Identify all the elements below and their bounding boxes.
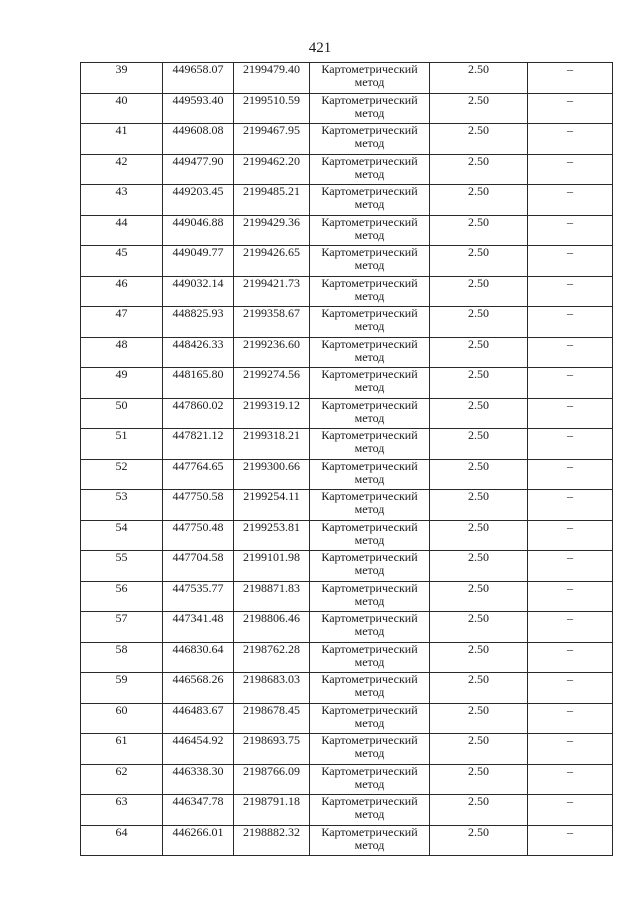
page-number: 421 (308, 40, 332, 56)
table-row (81, 368, 613, 399)
accuracy-cell: 2.50 (430, 734, 528, 765)
y-coordinate-cell: 2199467.95 (234, 124, 310, 155)
accuracy-cell: 2.50 (430, 459, 528, 490)
note-cell: – (528, 551, 613, 582)
note-cell: – (528, 459, 613, 490)
accuracy-cell: 2.50 (430, 490, 528, 521)
table-row (81, 612, 613, 643)
table-row (81, 246, 613, 277)
accuracy-cell: 2.50 (430, 215, 528, 246)
point-number-cell: 46 (81, 276, 163, 307)
note-cell: – (528, 63, 613, 94)
x-coordinate-cell: 447750.58 (163, 490, 234, 521)
point-number-cell: 44 (81, 215, 163, 246)
method-cell: Картометрический метод (310, 337, 430, 368)
y-coordinate-cell: 2198683.03 (234, 673, 310, 704)
accuracy-cell: 2.50 (430, 520, 528, 551)
method-cell: Картометрический метод (310, 703, 430, 734)
x-coordinate-cell: 446568.26 (163, 673, 234, 704)
point-number-cell: 50 (81, 398, 163, 429)
note-cell: – (528, 490, 613, 521)
x-coordinate-cell: 449477.90 (163, 154, 234, 185)
y-coordinate-cell: 2199358.67 (234, 307, 310, 338)
accuracy-cell: 2.50 (430, 63, 528, 94)
table-row (81, 520, 613, 551)
note-cell: – (528, 703, 613, 734)
method-cell: Картометрический метод (310, 764, 430, 795)
accuracy-cell: 2.50 (430, 337, 528, 368)
table-row (81, 551, 613, 582)
note-cell: – (528, 764, 613, 795)
y-coordinate-cell: 2199462.20 (234, 154, 310, 185)
y-coordinate-cell: 2198762.28 (234, 642, 310, 673)
x-coordinate-cell: 448165.80 (163, 368, 234, 399)
y-coordinate-cell: 2198678.45 (234, 703, 310, 734)
method-cell: Картометрический метод (310, 307, 430, 338)
y-coordinate-cell: 2198693.75 (234, 734, 310, 765)
point-number-cell: 61 (81, 734, 163, 765)
point-number-cell: 60 (81, 703, 163, 734)
accuracy-cell: 2.50 (430, 795, 528, 826)
x-coordinate-cell: 446454.92 (163, 734, 234, 765)
y-coordinate-cell: 2198871.83 (234, 581, 310, 612)
accuracy-cell: 2.50 (430, 825, 528, 856)
table-row (81, 93, 613, 124)
note-cell: – (528, 368, 613, 399)
table-row (81, 154, 613, 185)
table-row (81, 795, 613, 826)
accuracy-cell: 2.50 (430, 93, 528, 124)
note-cell: – (528, 185, 613, 216)
y-coordinate-cell: 2199253.81 (234, 520, 310, 551)
table-row (81, 459, 613, 490)
point-number-cell: 52 (81, 459, 163, 490)
y-coordinate-cell: 2199479.40 (234, 63, 310, 94)
method-cell: Картометрический метод (310, 734, 430, 765)
method-cell: Картометрический метод (310, 520, 430, 551)
method-cell: Картометрический метод (310, 581, 430, 612)
point-number-cell: 49 (81, 368, 163, 399)
table-row (81, 276, 613, 307)
method-cell: Картометрический метод (310, 642, 430, 673)
method-cell: Картометрический метод (310, 673, 430, 704)
y-coordinate-cell: 2199421.73 (234, 276, 310, 307)
x-coordinate-cell: 447341.48 (163, 612, 234, 643)
accuracy-cell: 2.50 (430, 764, 528, 795)
point-number-cell: 41 (81, 124, 163, 155)
point-number-cell: 42 (81, 154, 163, 185)
table-row (81, 673, 613, 704)
method-cell: Картометрический метод (310, 825, 430, 856)
note-cell: – (528, 124, 613, 155)
note-cell: – (528, 429, 613, 460)
table-row (81, 490, 613, 521)
accuracy-cell: 2.50 (430, 673, 528, 704)
x-coordinate-cell: 449593.40 (163, 93, 234, 124)
method-cell: Картометрический метод (310, 795, 430, 826)
point-number-cell: 57 (81, 612, 163, 643)
x-coordinate-cell: 446266.01 (163, 825, 234, 856)
table-row (81, 63, 613, 94)
x-coordinate-cell: 447535.77 (163, 581, 234, 612)
y-coordinate-cell: 2199300.66 (234, 459, 310, 490)
point-number-cell: 64 (81, 825, 163, 856)
y-coordinate-cell: 2198791.18 (234, 795, 310, 826)
x-coordinate-cell: 447860.02 (163, 398, 234, 429)
note-cell: – (528, 246, 613, 277)
table-row (81, 215, 613, 246)
point-number-cell: 53 (81, 490, 163, 521)
note-cell: – (528, 276, 613, 307)
method-cell: Картометрический метод (310, 276, 430, 307)
x-coordinate-cell: 446338.30 (163, 764, 234, 795)
coordinates-table (80, 62, 613, 856)
method-cell: Картометрический метод (310, 459, 430, 490)
x-coordinate-cell: 448426.33 (163, 337, 234, 368)
y-coordinate-cell: 2198766.09 (234, 764, 310, 795)
point-number-cell: 51 (81, 429, 163, 460)
y-coordinate-cell: 2199254.11 (234, 490, 310, 521)
table-row (81, 429, 613, 460)
y-coordinate-cell: 2199485.21 (234, 185, 310, 216)
y-coordinate-cell: 2198806.46 (234, 612, 310, 643)
method-cell: Картометрический метод (310, 398, 430, 429)
x-coordinate-cell: 446830.64 (163, 642, 234, 673)
table-row (81, 734, 613, 765)
method-cell: Картометрический метод (310, 185, 430, 216)
note-cell: – (528, 795, 613, 826)
table-row (81, 764, 613, 795)
accuracy-cell: 2.50 (430, 185, 528, 216)
accuracy-cell: 2.50 (430, 398, 528, 429)
accuracy-cell: 2.50 (430, 246, 528, 277)
x-coordinate-cell: 447750.48 (163, 520, 234, 551)
accuracy-cell: 2.50 (430, 612, 528, 643)
method-cell: Картометрический метод (310, 154, 430, 185)
y-coordinate-cell: 2199101.98 (234, 551, 310, 582)
accuracy-cell: 2.50 (430, 551, 528, 582)
note-cell: – (528, 93, 613, 124)
x-coordinate-cell: 449658.07 (163, 63, 234, 94)
method-cell: Картометрический метод (310, 124, 430, 155)
x-coordinate-cell: 449608.08 (163, 124, 234, 155)
point-number-cell: 48 (81, 337, 163, 368)
accuracy-cell: 2.50 (430, 429, 528, 460)
accuracy-cell: 2.50 (430, 703, 528, 734)
y-coordinate-cell: 2199429.36 (234, 215, 310, 246)
point-number-cell: 56 (81, 581, 163, 612)
x-coordinate-cell: 449203.45 (163, 185, 234, 216)
point-number-cell: 62 (81, 764, 163, 795)
point-number-cell: 58 (81, 642, 163, 673)
note-cell: – (528, 825, 613, 856)
point-number-cell: 54 (81, 520, 163, 551)
method-cell: Картометрический метод (310, 612, 430, 643)
x-coordinate-cell: 448825.93 (163, 307, 234, 338)
table-row (81, 307, 613, 338)
x-coordinate-cell: 446347.78 (163, 795, 234, 826)
x-coordinate-cell: 446483.67 (163, 703, 234, 734)
table-row (81, 185, 613, 216)
note-cell: – (528, 734, 613, 765)
note-cell: – (528, 673, 613, 704)
y-coordinate-cell: 2199236.60 (234, 337, 310, 368)
point-number-cell: 40 (81, 93, 163, 124)
accuracy-cell: 2.50 (430, 368, 528, 399)
y-coordinate-cell: 2199319.12 (234, 398, 310, 429)
point-number-cell: 55 (81, 551, 163, 582)
x-coordinate-cell: 447764.65 (163, 459, 234, 490)
method-cell: Картометрический метод (310, 490, 430, 521)
method-cell: Картометрический метод (310, 551, 430, 582)
note-cell: – (528, 642, 613, 673)
note-cell: – (528, 520, 613, 551)
note-cell: – (528, 215, 613, 246)
accuracy-cell: 2.50 (430, 307, 528, 338)
x-coordinate-cell: 447821.12 (163, 429, 234, 460)
method-cell: Картометрический метод (310, 215, 430, 246)
table-row (81, 124, 613, 155)
method-cell: Картометрический метод (310, 93, 430, 124)
table-row (81, 337, 613, 368)
note-cell: – (528, 581, 613, 612)
table-row (81, 703, 613, 734)
y-coordinate-cell: 2199426.65 (234, 246, 310, 277)
table-row (81, 825, 613, 856)
accuracy-cell: 2.50 (430, 581, 528, 612)
y-coordinate-cell: 2198882.32 (234, 825, 310, 856)
accuracy-cell: 2.50 (430, 154, 528, 185)
y-coordinate-cell: 2199510.59 (234, 93, 310, 124)
table-row (81, 642, 613, 673)
x-coordinate-cell: 449032.14 (163, 276, 234, 307)
y-coordinate-cell: 2199318.21 (234, 429, 310, 460)
x-coordinate-cell: 449046.88 (163, 215, 234, 246)
note-cell: – (528, 337, 613, 368)
method-cell: Картометрический метод (310, 368, 430, 399)
note-cell: – (528, 398, 613, 429)
point-number-cell: 43 (81, 185, 163, 216)
accuracy-cell: 2.50 (430, 276, 528, 307)
method-cell: Картометрический метод (310, 63, 430, 94)
point-number-cell: 47 (81, 307, 163, 338)
point-number-cell: 45 (81, 246, 163, 277)
point-number-cell: 59 (81, 673, 163, 704)
point-number-cell: 39 (81, 63, 163, 94)
point-number-cell: 63 (81, 795, 163, 826)
note-cell: – (528, 612, 613, 643)
table-row (81, 398, 613, 429)
method-cell: Картометрический метод (310, 246, 430, 277)
x-coordinate-cell: 447704.58 (163, 551, 234, 582)
note-cell: – (528, 307, 613, 338)
method-cell: Картометрический метод (310, 429, 430, 460)
accuracy-cell: 2.50 (430, 124, 528, 155)
table-row (81, 581, 613, 612)
note-cell: – (528, 154, 613, 185)
accuracy-cell: 2.50 (430, 642, 528, 673)
x-coordinate-cell: 449049.77 (163, 246, 234, 277)
coordinates-table-body (81, 63, 613, 856)
y-coordinate-cell: 2199274.56 (234, 368, 310, 399)
